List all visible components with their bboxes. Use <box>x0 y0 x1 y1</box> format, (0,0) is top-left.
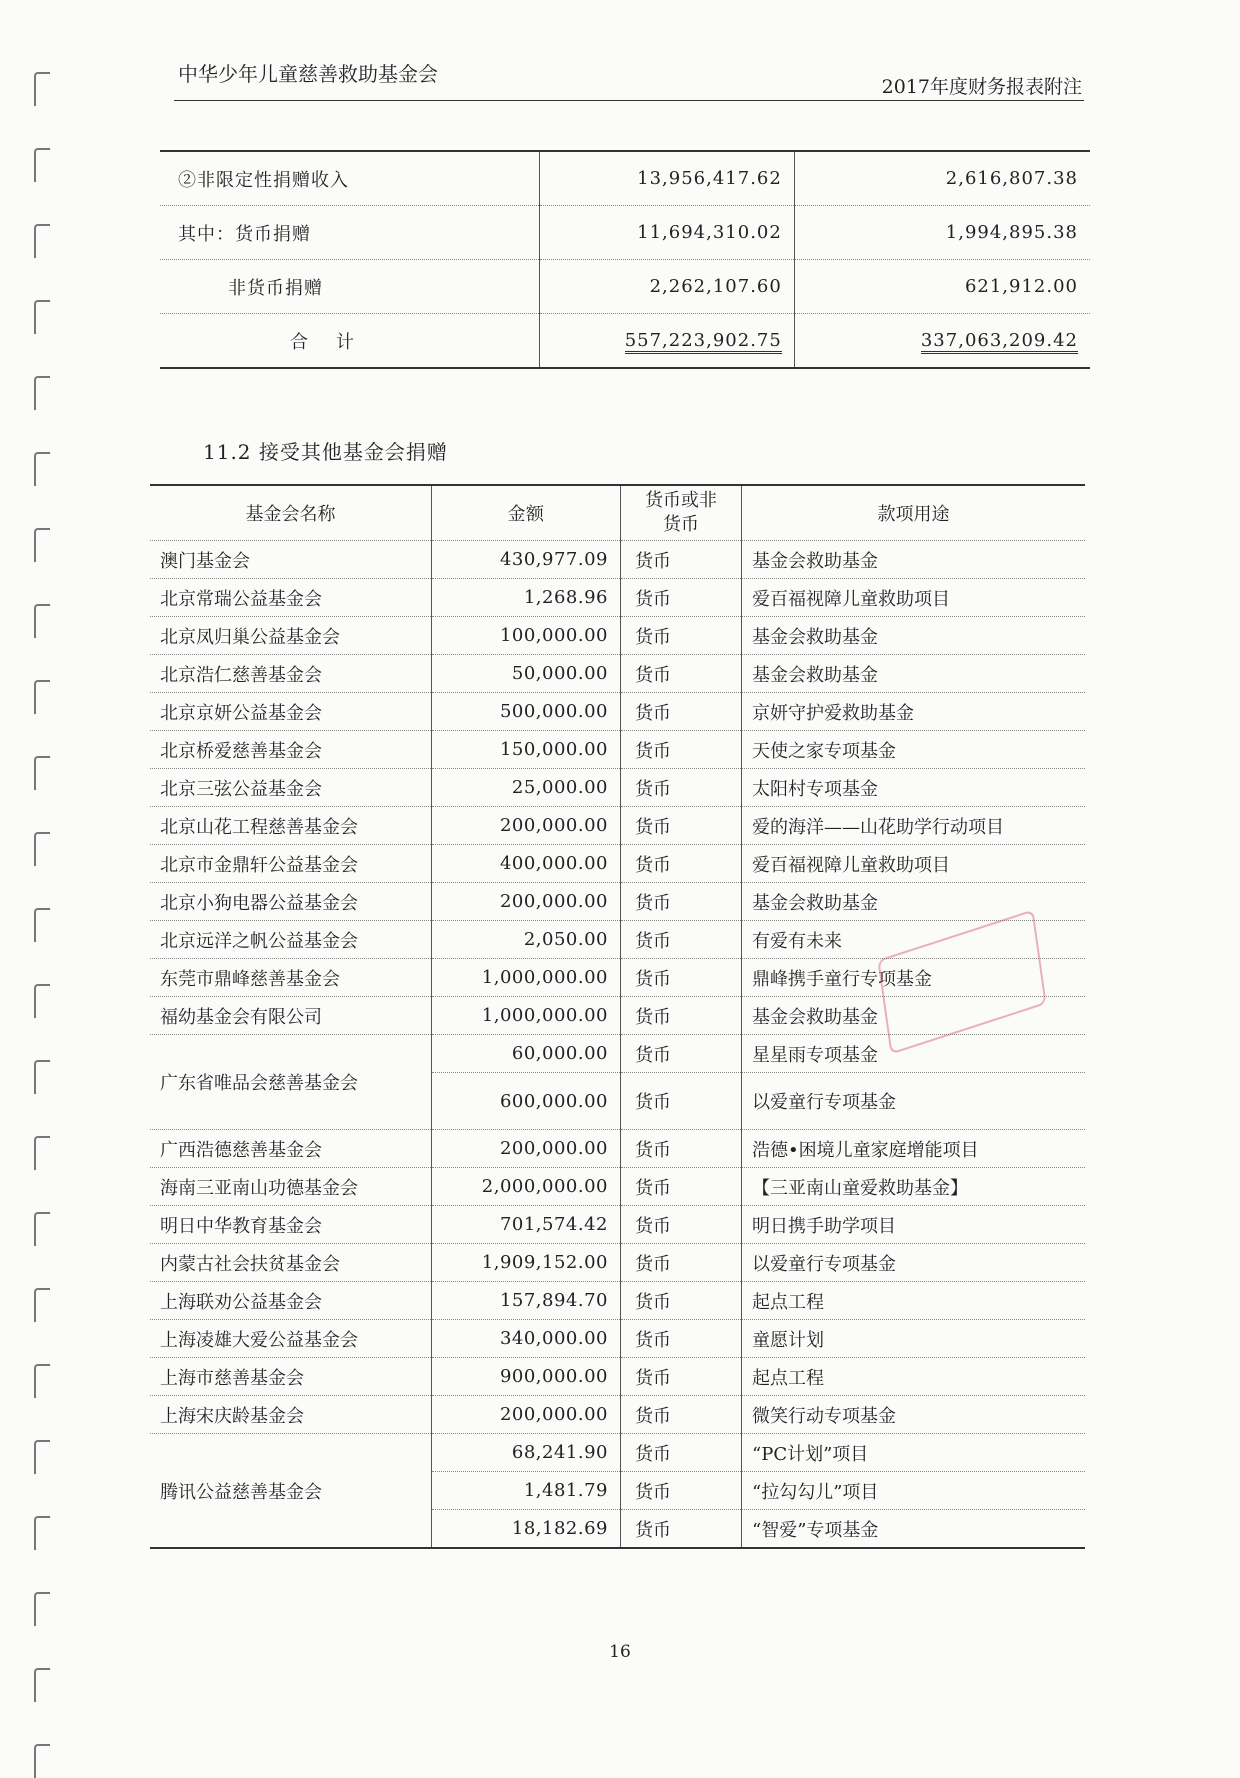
header-name: 基金会名称 <box>150 485 432 541</box>
section-title: 11.2 接受其他基金会捐赠 <box>203 440 448 464</box>
donation-type: 货币 <box>621 1073 742 1130</box>
current-year-amount: 13,956,417.62 <box>637 168 782 189</box>
donation-purpose: 星星雨专项基金 <box>742 1035 1086 1073</box>
donation-amount: 1,000,000.00 <box>432 997 621 1035</box>
donation-purpose: 基金会救助基金 <box>742 655 1086 693</box>
donation-amount: 200,000.00 <box>432 883 621 921</box>
donation-type: 货币 <box>621 655 742 693</box>
donation-type: 货币 <box>621 807 742 845</box>
donation-type: 货币 <box>621 579 742 617</box>
row-label: 合计 <box>290 331 382 353</box>
row-label: 非货币捐赠 <box>160 260 540 314</box>
foundation-name: 海南三亚南山功德基金会 <box>150 1168 432 1206</box>
donation-type: 货币 <box>621 731 742 769</box>
header-divider <box>174 100 1084 101</box>
donation-type: 货币 <box>621 1206 742 1244</box>
donation-purpose: 基金会救助基金 <box>742 541 1086 579</box>
binding-ring-icon <box>34 1592 50 1626</box>
foundation-name: 明日中华教育基金会 <box>150 1206 432 1244</box>
donation-type: 货币 <box>621 1510 742 1549</box>
binding-ring-icon <box>34 908 50 942</box>
donation-type: 货币 <box>621 883 742 921</box>
page-number: 16 <box>609 1642 631 1662</box>
binding-ring-icon <box>34 1440 50 1474</box>
donation-amount: 1,481.79 <box>432 1472 621 1510</box>
table-row <box>150 1130 1085 1168</box>
foundation-name: 北京桥爱慈善基金会 <box>150 731 432 769</box>
table-row <box>150 579 1085 617</box>
binding-ring-icon <box>34 148 50 182</box>
donation-amount: 200,000.00 <box>432 807 621 845</box>
table-row <box>160 260 1090 314</box>
donation-purpose: 基金会救助基金 <box>742 883 1086 921</box>
table-row <box>150 693 1085 731</box>
donation-type: 货币 <box>621 1168 742 1206</box>
prior-year-value <box>794 314 1090 369</box>
donation-type: 货币 <box>621 693 742 731</box>
donation-amount: 340,000.00 <box>432 1320 621 1358</box>
table-row <box>150 655 1085 693</box>
current-year-amount: 2,262,107.60 <box>649 276 782 297</box>
header-report-title: 2017年度财务报表附注 <box>881 76 1082 98</box>
prior-year-amount: 621,912.00 <box>964 276 1078 297</box>
binding-ring-icon <box>34 680 50 714</box>
donation-type: 货币 <box>621 1358 742 1396</box>
foundation-name: 腾讯公益慈善基金会 <box>150 1434 432 1549</box>
row-label: ②非限定性捐赠收入 <box>160 151 540 206</box>
table-row <box>150 1244 1085 1282</box>
donation-purpose: 有爱有未来 <box>742 921 1086 959</box>
table-row <box>150 1396 1085 1434</box>
header-organization: 中华少年儿童慈善救助基金会 <box>178 62 438 86</box>
donation-type: 货币 <box>621 1244 742 1282</box>
donation-amount: 50,000.00 <box>432 655 621 693</box>
donation-amount: 2,000,000.00 <box>432 1168 621 1206</box>
donation-amount: 150,000.00 <box>432 731 621 769</box>
table-row <box>150 1358 1085 1396</box>
donation-amount: 200,000.00 <box>432 1396 621 1434</box>
donation-type: 货币 <box>621 1035 742 1073</box>
donation-type: 货币 <box>621 1396 742 1434</box>
donation-type: 货币 <box>621 617 742 655</box>
donation-type: 货币 <box>621 769 742 807</box>
donation-purpose: 爱的海洋——山花助学行动项目 <box>742 807 1086 845</box>
donation-type: 货币 <box>621 1472 742 1510</box>
table-row <box>150 1206 1085 1244</box>
header-type-text: 货币或非货币 <box>645 490 717 535</box>
foundation-donation-table <box>150 484 1085 1549</box>
donation-purpose: 以爱童行专项基金 <box>742 1073 1086 1130</box>
foundation-name: 内蒙古社会扶贫基金会 <box>150 1244 432 1282</box>
foundation-name: 上海市慈善基金会 <box>150 1358 432 1396</box>
donation-purpose: “拉勾勾儿”项目 <box>742 1472 1086 1510</box>
binding-ring-icon <box>34 1516 50 1550</box>
foundation-name: 北京浩仁慈善基金会 <box>150 655 432 693</box>
foundation-name: 澳门基金会 <box>150 541 432 579</box>
foundation-name: 北京小狗电器公益基金会 <box>150 883 432 921</box>
binding-ring-icon <box>34 1288 50 1322</box>
foundation-name: 北京远洋之帆公益基金会 <box>150 921 432 959</box>
table-row <box>150 1035 1085 1073</box>
current-year-value <box>540 206 794 260</box>
prior-year-amount: 2,616,807.38 <box>945 168 1078 189</box>
row-label: 其中：货币捐赠 <box>160 206 540 260</box>
donation-amount: 100,000.00 <box>432 617 621 655</box>
donation-purpose: 微笑行动专项基金 <box>742 1396 1086 1434</box>
donation-type: 货币 <box>621 1282 742 1320</box>
table-row <box>150 807 1085 845</box>
donation-purpose: 起点工程 <box>742 1282 1086 1320</box>
donation-amount: 701,574.42 <box>432 1206 621 1244</box>
binding-ring-icon <box>34 832 50 866</box>
donation-type: 货币 <box>621 997 742 1035</box>
foundation-name: 东莞市鼎峰慈善基金会 <box>150 959 432 997</box>
donation-purpose: 明日携手助学项目 <box>742 1206 1086 1244</box>
donation-purpose: 浩德•困境儿童家庭增能项目 <box>742 1130 1086 1168</box>
donation-purpose: 童愿计划 <box>742 1320 1086 1358</box>
donation-purpose: 太阳村专项基金 <box>742 769 1086 807</box>
prior-year-value <box>794 151 1090 206</box>
current-year-amount: 11,694,310.02 <box>637 222 782 243</box>
donation-amount: 1,909,152.00 <box>432 1244 621 1282</box>
donation-type: 货币 <box>621 1320 742 1358</box>
table-row <box>150 921 1085 959</box>
donation-purpose: 以爱童行专项基金 <box>742 1244 1086 1282</box>
donation-amount: 25,000.00 <box>432 769 621 807</box>
foundation-name: 北京市金鼎轩公益基金会 <box>150 845 432 883</box>
donation-amount: 500,000.00 <box>432 693 621 731</box>
current-year-value <box>540 314 794 369</box>
current-year-amount: 557,223,902.75 <box>625 330 782 354</box>
table-row <box>150 883 1085 921</box>
donation-purpose: 京妍守护爱救助基金 <box>742 693 1086 731</box>
table-row <box>150 959 1085 997</box>
donation-purpose: 【三亚南山童爱救助基金】 <box>742 1168 1086 1206</box>
donation-type: 货币 <box>621 1130 742 1168</box>
donation-amount: 68,241.90 <box>432 1434 621 1472</box>
table-row <box>150 769 1085 807</box>
foundation-name: 上海宋庆龄基金会 <box>150 1396 432 1434</box>
table-row <box>150 845 1085 883</box>
binding-ring-icon <box>34 452 50 486</box>
donation-amount: 157,894.70 <box>432 1282 621 1320</box>
header-amount: 金额 <box>432 485 621 541</box>
donation-type: 货币 <box>621 921 742 959</box>
donation-purpose: “智爱”专项基金 <box>742 1510 1086 1549</box>
donation-purpose: 基金会救助基金 <box>742 997 1086 1035</box>
table-row <box>150 541 1085 579</box>
foundation-name: 北京凤归巢公益基金会 <box>150 617 432 655</box>
table-row <box>160 206 1090 260</box>
foundation-name: 北京常瑞公益基金会 <box>150 579 432 617</box>
binding-ring-icon <box>34 984 50 1018</box>
donation-amount: 400,000.00 <box>432 845 621 883</box>
donation-type: 货币 <box>621 959 742 997</box>
donation-amount: 430,977.09 <box>432 541 621 579</box>
prior-year-value <box>794 206 1090 260</box>
table-row <box>150 1434 1085 1472</box>
donation-income-table <box>160 150 1090 369</box>
binding-ring-icon <box>34 756 50 790</box>
current-year-value <box>540 151 794 206</box>
donation-purpose: 爱百福视障儿童救助项目 <box>742 579 1086 617</box>
donation-type: 货币 <box>621 1434 742 1472</box>
header-purpose: 款项用途 <box>742 485 1086 541</box>
donation-purpose: 鼎峰携手童行专项基金 <box>742 959 1086 997</box>
prior-year-amount: 337,063,209.42 <box>921 330 1078 354</box>
table-row <box>150 997 1085 1035</box>
table-row <box>150 1320 1085 1358</box>
donation-amount: 200,000.00 <box>432 1130 621 1168</box>
binding-ring-icon <box>34 1364 50 1398</box>
foundation-name: 上海联劝公益基金会 <box>150 1282 432 1320</box>
binding-ring-icon <box>34 1668 50 1702</box>
binding-ring-icon <box>34 1136 50 1170</box>
donation-purpose: “PC计划”项目 <box>742 1434 1086 1472</box>
foundation-name: 广西浩德慈善基金会 <box>150 1130 432 1168</box>
binding-ring-icon <box>34 1744 50 1778</box>
table-row <box>150 1282 1085 1320</box>
binding-ring-icon <box>34 604 50 638</box>
donation-purpose: 基金会救助基金 <box>742 617 1086 655</box>
foundation-name: 广东省唯品会慈善基金会 <box>150 1035 432 1130</box>
binding-ring-icon <box>34 1060 50 1094</box>
prior-year-value <box>794 260 1090 314</box>
prior-year-amount: 1,994,895.38 <box>945 222 1078 243</box>
foundation-name: 北京山花工程慈善基金会 <box>150 807 432 845</box>
table-row <box>160 314 1090 369</box>
table-header-row <box>150 485 1085 541</box>
donation-amount: 1,000,000.00 <box>432 959 621 997</box>
binding-ring-icon <box>34 300 50 334</box>
table-row <box>160 151 1090 206</box>
donation-type: 货币 <box>621 845 742 883</box>
donation-amount: 900,000.00 <box>432 1358 621 1396</box>
binding-ring-icon <box>34 376 50 410</box>
donation-amount: 1,268.96 <box>432 579 621 617</box>
donation-amount: 18,182.69 <box>432 1510 621 1549</box>
header-type <box>621 485 742 541</box>
binding-ring-icon <box>34 224 50 258</box>
foundation-name: 北京三弦公益基金会 <box>150 769 432 807</box>
foundation-name: 北京京妍公益基金会 <box>150 693 432 731</box>
binding-rings <box>0 0 60 1753</box>
donation-purpose: 天使之家专项基金 <box>742 731 1086 769</box>
donation-type: 货币 <box>621 541 742 579</box>
current-year-value <box>540 260 794 314</box>
foundation-name: 上海凌雄大爱公益基金会 <box>150 1320 432 1358</box>
donation-amount: 600,000.00 <box>432 1073 621 1130</box>
table-row <box>150 617 1085 655</box>
table-row <box>150 731 1085 769</box>
binding-ring-icon <box>34 1212 50 1246</box>
table-row <box>150 1168 1085 1206</box>
donation-purpose: 起点工程 <box>742 1358 1086 1396</box>
binding-ring-icon <box>34 72 50 106</box>
donation-amount: 2,050.00 <box>432 921 621 959</box>
foundation-name: 福幼基金会有限公司 <box>150 997 432 1035</box>
binding-ring-icon <box>34 528 50 562</box>
donation-amount: 60,000.00 <box>432 1035 621 1073</box>
donation-purpose: 爱百福视障儿童救助项目 <box>742 845 1086 883</box>
